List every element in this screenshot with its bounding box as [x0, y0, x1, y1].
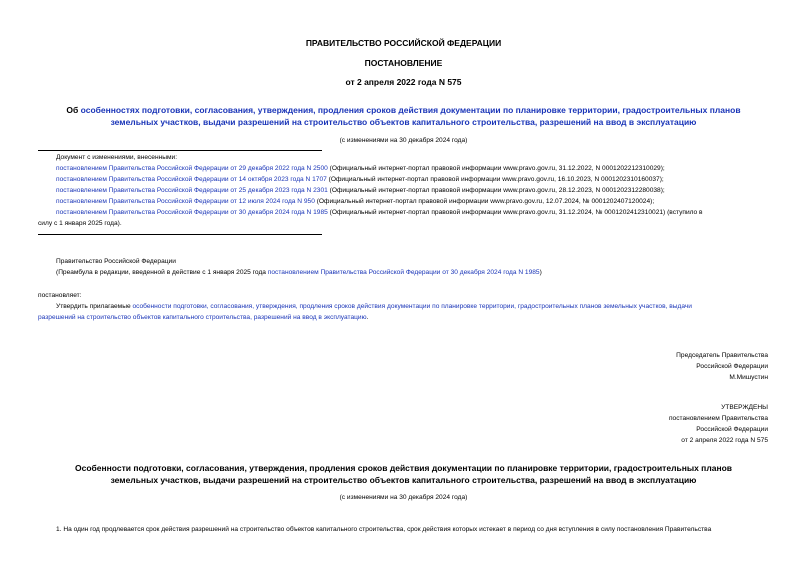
amendment-item	[56, 185, 770, 196]
government-heading: ПРАВИТЕЛЬСТВО РОССИЙСКОЙ ФЕДЕРАЦИИ	[305, 38, 502, 48]
approve-link-cont[interactable]: разрешений на строительство объектов капитального строительства, разрешений на ввод в эксплуатацию	[38, 314, 367, 321]
amendment-source: (Официальный интернет-портал правовой информации www.pravo.gov.ru, 28.12.2023, N 0001202312280038);	[327, 187, 665, 194]
features-title-line-2: земельных участков, выдачи разрешений на строительство объектов капитального строительства, разрешений на ввод в эксплуатацию	[110, 475, 697, 485]
approved-by: постановлением Правительства	[668, 415, 768, 422]
amendments-intro: Документ с изменениями, внесенными:	[56, 154, 178, 161]
approved-block	[669, 402, 768, 446]
approved-date: от 2 апреля 2022 года N 575	[681, 437, 768, 444]
amendment-source: (Официальный интернет-портал правовой информации www.pravo.gov.ru, 31.12.2022, N 0001202212310029);	[327, 165, 665, 172]
clause-1: 1. На один год продлевается срок действия разрешений на строительство объектов капитального строительства, срок действия которых истекает в период со дня вступления в силу постановления Правительства	[56, 526, 712, 533]
approved-country: Российской Федерации	[696, 426, 768, 433]
preamble-note-prefix: (Преамбула в редакции, введенной в действие с 1 января 2025 года	[56, 269, 268, 276]
features-changes-note: (с изменениями на 30 декабря 2024 года)	[339, 494, 468, 501]
features-title	[0, 462, 807, 486]
document-date-number: от 2 апреля 2022 года N 575	[345, 77, 462, 87]
signature-title: Председатель Правительства	[676, 352, 768, 359]
approve-prefix: Утвердить прилагаемые	[56, 303, 133, 310]
preamble-line: Правительство Российской Федерации	[56, 258, 176, 265]
amendment-item	[56, 207, 770, 218]
signature-block	[676, 350, 768, 383]
approve-link[interactable]: особенности подготовки, согласования, утверждения, продления сроков действия документации по планировке территории, градостроительных планов земельных участков, выдачи	[132, 303, 692, 310]
title-link[interactable]: особенностях подготовки, согласования, утверждения, продления сроков действия документации по планировке территории, градостроительных планов	[80, 105, 741, 115]
amendment-source: (Официальный интернет-портал правовой информации www.pravo.gov.ru, 12.07.2024, № 0001202407120024);	[314, 198, 655, 205]
preamble-note	[56, 267, 542, 278]
title-line-2[interactable]: земельных участков, выдачи разрешений на строительство объектов капитального строительства, разрешений на ввод в эксплуатацию	[110, 117, 697, 127]
amendment-item	[56, 163, 770, 174]
amendment-link[interactable]: постановлением Правительства Российской Федерации от 25 декабря 2023 года N 2301	[56, 187, 328, 194]
amendments-tail: силу с 1 января 2025 года).	[38, 220, 122, 227]
amendments-block	[56, 152, 770, 218]
amendment-link[interactable]: постановлением Правительства Российской Федерации от 29 декабря 2022 года N 2500	[56, 165, 328, 172]
preamble-note-link[interactable]: постановлением Правительства Российской Федерации от 30 декабря 2024 года N 1985	[267, 269, 540, 276]
resolves-text: постановляет:	[38, 292, 82, 299]
approve-line-1	[56, 301, 692, 312]
changes-note: (с изменениями на 30 декабря 2024 года)	[339, 137, 468, 144]
amendment-link[interactable]: постановлением Правительства Российской Федерации от 12 июля 2024 года N 950	[56, 198, 315, 205]
amendment-link[interactable]: постановлением Правительства Российской Федерации от 14 октября 2023 года N 1707	[56, 176, 327, 183]
amendment-source: (Официальный интернет-портал правовой информации www.pravo.gov.ru, 31.12.2024, № 0001202412310021) (вступило в	[327, 209, 703, 216]
divider-top	[38, 150, 322, 151]
signature-country: Российской Федерации	[696, 363, 768, 370]
title-prefix: Об	[66, 105, 81, 115]
amendment-item	[56, 196, 770, 207]
approved-label: УТВЕРЖДЕНЫ	[721, 404, 768, 411]
signature-name: М.Мишустин	[729, 374, 768, 381]
approve-suffix: .	[366, 314, 369, 321]
divider-bottom	[38, 234, 322, 235]
title-line-1	[0, 104, 807, 116]
amendment-link[interactable]: постановлением Правительства Российской Федерации от 30 декабря 2024 года N 1985	[56, 209, 328, 216]
document-title	[0, 104, 807, 128]
features-title-line-1: Особенности подготовки, согласования, утверждения, продления сроков действия документации по планировке территории, градостроительных планов	[75, 463, 732, 473]
preamble-note-suffix: )	[539, 269, 542, 276]
amendment-source: (Официальный интернет-портал правовой информации www.pravo.gov.ru, 16.10.2023, N 0001202310160037);	[326, 176, 664, 183]
amendment-item	[56, 174, 770, 185]
approve-line-2	[38, 312, 368, 323]
document-type: ПОСТАНОВЛЕНИЕ	[364, 58, 443, 68]
